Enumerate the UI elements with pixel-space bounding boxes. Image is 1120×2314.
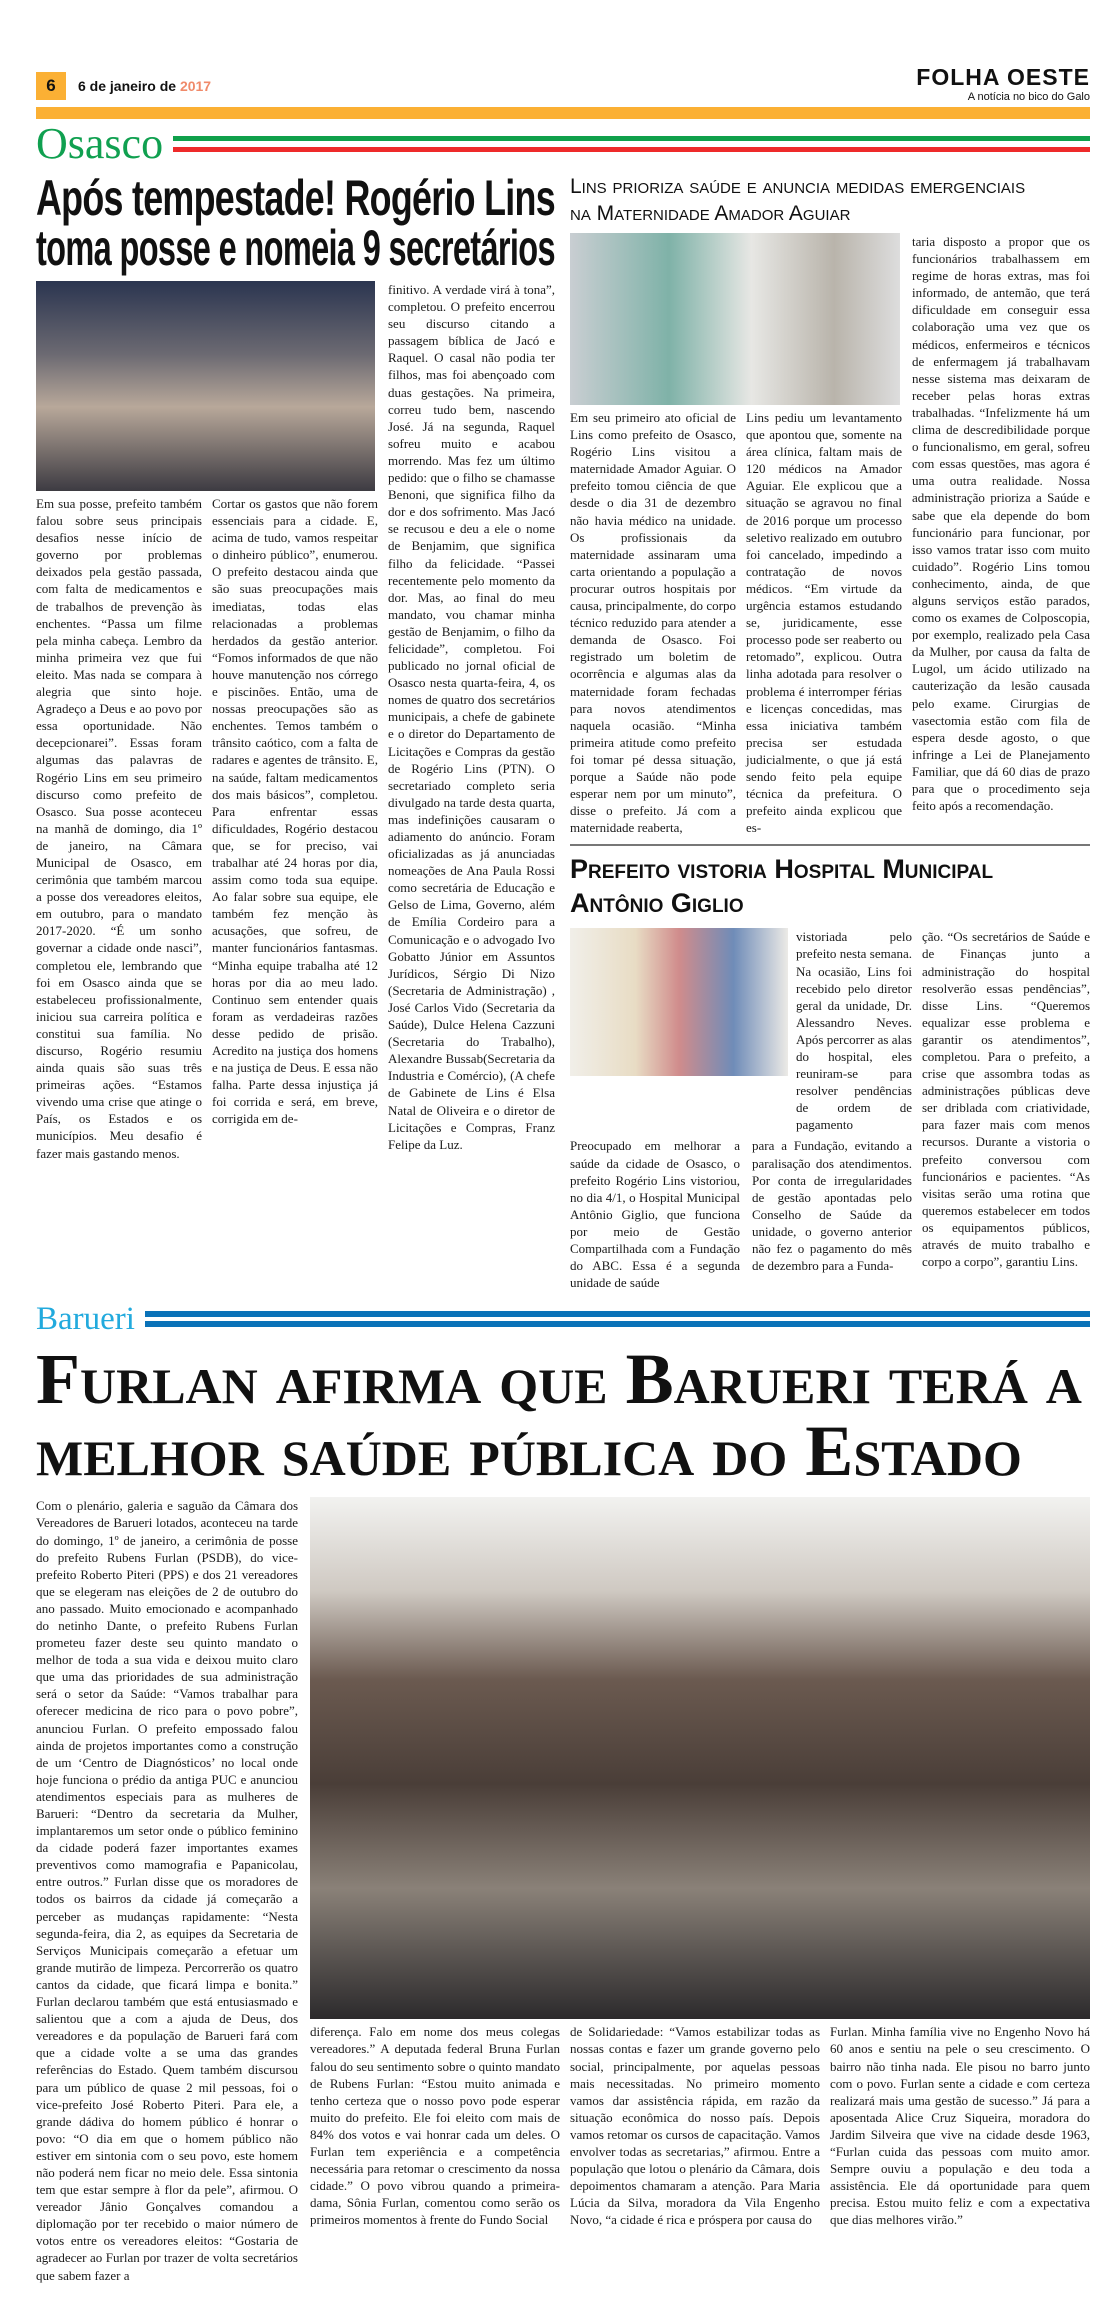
article-posse-col1: Em sua posse, prefeito também falou sobre seus principais desafios nesse início de governo por problemas deixados pela gestão passada, com falta de medicamentos e de trabalhos de prevenção às enchentes. “Passa um filme pela minha cabeça. Lembro da minha primeira vez que fui eleito. Mas nada se compara à alegria que sinto hoje. Agradeço a Deus e ao povo por essa oportunidade. Não decepcionarei”. Essas foram algumas das palavras de Rogério Lins em seu primeiro discurso como prefeito de Osasco. Sua posse aconteceu na manhã de domingo, dia 1º de janeiro, na Câmara Municipal de Osasco, em cerimônia que também marcou a posse dos vereadores eleitos, em outubro, para o mandato 2017-2020. “É um sonho governar a cidade onde nasci”, completou ele, lembrando que foi em Osasco ainda que se estabeleceu profissionalmente, iniciou sua carreira política e constitui sua família. No discurso, Rogério resumiu ainda quais são suas três primeiras ações. “Estamos vivendo uma crise que atinge o País, os Estados e os municípios. Meu desafio é fazer mais gastando menos. [36, 496, 202, 1161]
photo-posse-ceremony [36, 281, 375, 491]
article-posse-col3: finitivo. A verdade virá à tona”, completou. O prefeito encerrou seu discurso citando a passagem bíblica de Jacó e Raquel. O casal não podia ter filhos, mas foi abençoado com duas gestações. Na primeira, correu tudo bem, nascendo José. Já na segunda, Raquel sofreu muito e acabou morrendo. Mas fez um último pedido: que o filho se chamasse Benoni, que significa filho da dor e dos sofrimento. Mas Jacó se recusou e deu a ele o nome de Benjamim, que significa filho da felicidade. “Passei recentemente pelo momento da dor. Mas, ao final do meu mandato, vou chamar minha gestão de Benjamim, o filho da felicidade”, completou. Foi publicado no jornal oficial de Osasco nesta quarta-feira, 4, os nomes de quatro dos secretários municipais, a chefe de gabinete e o diretor do Departamento de Licitações e Compras da gestão de Rogério Lins (PTN). O secretariado completo seria divulgado na tarde desta quarta, mas indefinições causaram o adiamento do anúncio. Foram oficializadas as já anunciadas nomeações de Ana Paula Rossi como secretária de Educação e Gelso de Lima, Governo, além de Emília Cordeiro para a Comunicação e o advogado Ivo Gobatto Júnior em Assuntos Jurídicos, Sérgio Di Nizo (Secretaria de Administração) , José Carlos Vido (Secretaria da Saúde), Dulce Helena Cazzuni (Secretaria do Trabalho), Alexandre Bussab(Secretaria da Industria e Comércio), (A chefe de Gabinete de Lins é Elsa Natal de Oliveira e o diretor de Licitações e Compras, Franz Felipe da Luz. [388, 282, 555, 1152]
headline-line: toma posse e nomeia 9 secretários [36, 220, 555, 276]
headline-line: Prefeito vistoria Hospital Municipal [570, 854, 994, 885]
article-posse-left [36, 281, 378, 1162]
article-posse-col2: Cortar os gastos que não forem essenciais para a cidade. E, acima de tudo, vamos respeitar o dinheiro público”, enumerou. O prefeito destacou ainda que são suas preocupações mais imediatas, todas elas relacionadas a problemas herdados da gestão anterior. “Fomos informados de que não houve manutenção nos córrego e piscinões. Então, uma de nossas preocupações são as enchentes. Temos também o trânsito caótico, com a falta de radares e agentes de trânsito. E, na saúde, faltam medicamentos dos mais básicos”, completou. Para enfrentar essas dificuldades, Rogério destacou que, se for preciso, vai trabalhar até 24 horas por dia, assim como toda sua equipe. Ao falar sobre sua equipe, ele também fez menção às acusações, que sofreu, de manter funcionários fantasmas. “Minha equipe trabalha até 12 horas por dia ao meu lado. Continuo sem entender quais foram as verdadeiras razões desse pedido de prisão. Acredito na justiça dos homens e na justiça de Deus. E essa não falha. Parte dessa injustiça já foi corrida e será, em breve, corrigida em de- [212, 496, 378, 1127]
newspaper-page [36, 0, 1090, 2314]
newspaper-logo: FOLHA OESTE [916, 64, 1090, 90]
photo-maternidade-visit [570, 233, 900, 405]
article-furlan-col3: de Solidariedade: “Vamos estabilizar todas as nossas contas e fazer um grande governo pelo social, principalmente, por aquelas pessoas mais necessitadas. No primeiro momento vamos dar assistência rápida, em razão da situação econômica do nosso país. Depois vamos retomar os cursos de capacitação. Vamos envolver todas as secretarias,” afirmou. Entre a população que lotou o plenário da Câmara, dois depoimentos chamaram a atenção. Para Maria Lúcia da Silva, moradora da Vila Engenho Novo, “a cidade é rica e próspera por causa do [570, 2024, 820, 2228]
headline-line: Após tempestade! Rogério Lins [36, 170, 555, 226]
article-hospital-body [570, 928, 1090, 1291]
section-label-barueri: Barueri [36, 1301, 135, 1338]
osasco-articles [36, 170, 1090, 1291]
headline-line: Antônio Giglio [570, 888, 744, 919]
date-year: 2017 [179, 78, 212, 94]
article-lins-col3: taria disposto a propor que os funcionários trabalhassem em regime de horas extras, mas foi informado, de antemão, que terá dificuldade em conseguir essa colaboração uma vez que os médicos, enfermeiros e técnicos de enfermagem já trabalhavam nesse sistema mas deixaram de receber pelas horas extras trabalhadas. “Infelizmente há um clima de descredibilidade porque o funcionalismo, em geral, sofreu com essas questões, mas agora é uma outra realidade. Nossa administração prioriza a Saúde e sabe que ela depende do bom funcionário para funcionar, por isso vamos tratar isso com muito cuidado”. Rogério Lins tomou conhecimento, ainda, de que alguns serviços estão parados, como os exames de Colposcopia, por exemplo, realizado pela Casa da Mulher, por causa da falta de Lugol, um ácido utilizado na cauterização da lesão causada pelo exame. Cirurgias de vasectomia estão com fila de espera desde agosto, o que infringe a Lei de Planejamento Familiar, que dá 60 dias de prazo para que o procedimento seja feito após a recomendação. [912, 234, 1090, 814]
article-hospital-col2-bottom: para a Fundação, evitando a paralisação dos atendimentos. Por conta de irregularidades de gestão apontadas pelo Conselho de Saúde da unidade, o governo anterior não fez o pagamento do mês de dezembro para a Funda- [752, 1138, 912, 1274]
article-furlan-col1: Com o plenário, galeria e saguão da Câmara dos Vereadores de Barueri lotados, aconteceu na tarde do domingo, 1º de janeiro, a cerimônia de posse do prefeito Rubens Furlan (PSDB), do vice-prefeito Roberto Piteri (PPS) e dos 21 vereadores que se elegeram nas eleições de 2 de outubro do ano passado. Muito emocionado e acompanhado do netinho Dante, o prefeito Rubens Furlan prometeu fazer deste seu quinto mandato o melhor de toda a sua vida e deixou muito claro que uma das prioridades de sua administração será o setor da Saúde: “Vamos trabalhar para oferecer medicina de rico para o povo pobre”, anunciou Furlan. O prefeito empossado falou ainda de projetos importantes como a construção de um ‘Centro de Diagnósticos’ no local onde hoje funciona o prédio da antiga PUC e anunciou atendimentos especiais para as mulheres de Barueri: “Dentro da secretaria da Mulher, implantaremos um setor onde o público feminino da cidade poderá fazer importantes exames preventivos como mamografia e Papanicolau, entre outros.” Furlan disse que os moradores de todos os bairros da cidade já começarão a perceber as mudanças rapidamente: “Nesta segunda-feira, dia 2, as equipes da Secretaria de Serviços Municipais começarão a efetuar um grande mutirão de limpeza. Percorrerão os quatro cantos da cidade, que ficará limpa e bonita.” Furlan declarou também que está entusiasmado e salientou que a com a ajuda de Deus, dos vereadores e da população de Barueri fará com que a cidade volte a se uma das grandes referências do Estado. Quem também discursou para um público de quase 2 mil pessoas, foi o vice-prefeito José Roberto Piteri. Para ele, a grande dádiva do homem público é honrar o povo: “O dia em que o homem público não estiver em sintonia com o seu povo, este homem não poderá nem ficar no meio dele. Essa sintonia tem que estar sempre à flor da pele”, afirmou. O vereador Jânio Gonçalves comandou a diplomação por ter recebido o maior número de votos entre os vereadores eleitos: “Gostaria de agradecer ao Furlan por trazer de volta secretários que sabem fazer a [36, 1498, 298, 2283]
article-hospital-top [570, 928, 912, 1133]
article-divider [570, 844, 1090, 846]
article-hospital-col1: Preocupado em melhorar a saúde da cidade de Osasco, o prefeito Rogério Lins vistoriou, no dia 4/1, o Hospital Municipal Antônio Giglio, que funciona por meio de Gestão Compartilhada com a Fundação do ABC. Essa é a segunda unidade de saúde [570, 1138, 740, 1291]
headline-hospital-visit [570, 852, 1090, 920]
article-furlan-right [310, 1497, 1090, 2228]
article-posse [36, 170, 555, 1162]
page-header [36, 64, 1090, 104]
headline-furlan [36, 1339, 1090, 1492]
date-prefix: 6 de janeiro de [78, 78, 177, 94]
article-lins-body [570, 233, 1090, 836]
section-header-barueri [36, 1299, 1090, 1339]
article-hospital-left [570, 928, 912, 1291]
headline-line: na Maternidade Amador Aguiar [570, 202, 851, 225]
headline-lins-maternidade [570, 173, 1090, 227]
photo-hospital-visit [570, 928, 788, 1076]
section-rule-blue [145, 1311, 1090, 1317]
photo-camara-barueri [310, 1497, 1090, 2019]
headline-line: melhor saúde pública do Estado [36, 1411, 1022, 1492]
issue-date [78, 78, 211, 94]
section-rule-red [173, 147, 1090, 152]
section-header-osasco [36, 119, 1090, 169]
article-lins-columns [570, 409, 902, 836]
newspaper-tagline: A notícia no bico do Galo [967, 91, 1090, 103]
page-number: 6 [36, 72, 66, 100]
article-furlan-col2: diferença. Falo em nome dos meus colegas vereadores.” A deputada federal Bruna Furlan falou do seu sentimento sobre o quinto mandato de Rubens Furlan: “Estou muito animada e tenho certeza que o nosso povo pode esperar muito do prefeito. Ele foi eleito com mais de 84% dos votos e vai honrar cada um deles. O Furlan tem experiência e a competência necessária para retomar o crescimento da nossa cidade.” O povo vibrou quando a primeira-dama, Sônia Furlan, comentou como serão os primeiros momentos à frente do Fundo Social [310, 2024, 560, 2228]
article-posse-columns [36, 495, 378, 1162]
article-lins-col1: Em seu primeiro ato oficial de Lins como prefeito de Osasco, Rogério Lins visitou a maternidade Amador Aguiar. O prefeito tomou ciência de que desde o dia 31 de dezembro não havia médico na unidade. Os profissionais da maternidade assinaram uma carta orientando a população a procurar outros hospitais por causa, principalmente, do corpo técnico reduzido para atender a demanda de Osasco. Foi registrado um boletim de ocorrência e algumas alas da maternidade foram fechadas para novos atendimentos naquela ocasião. “Minha primeira atitude como prefeito foi tomar pé dessa situação, porque a Saúde não pode esperar nem por um minuto”, disse o prefeito. Já com a maternidade reaberta, [570, 410, 736, 836]
header-divider [36, 107, 1090, 119]
section-rule-green [173, 136, 1090, 141]
headline-line: Furlan afirma que Barueri terá a [36, 1339, 1082, 1420]
osasco-right-column [570, 173, 1090, 1291]
article-furlan-columns [310, 2023, 1090, 2228]
headline-posse [36, 170, 555, 276]
section-rule-blue [145, 1321, 1090, 1327]
section-rules [173, 136, 1090, 152]
article-posse-body [36, 281, 555, 1162]
article-lins-left [570, 233, 902, 836]
article-furlan-col4: Furlan. Minha família vive no Engenho Novo há 60 anos e sentiu na pele o seu crescimento. O bairro não tinha nada. Ele pisou no barro junto com o povo. Furlan sente a cidade e com certeza realizará mais uma gestão de sucesso.” Já para a aposentada Alice Cruz Siqueira, moradora do Jardim Silveira que vive na cidade desde 1963, “Furlan cuida das pessoas com muito amor. Sempre ouviu a população e deu toda a assistência. Ele dá oportunidade para quem precisa. Estou muito feliz e com a expectativa que dias melhores virão.” [830, 2024, 1090, 2228]
page-header-left [36, 72, 211, 100]
article-lins-col2: Lins pediu um levantamento que apontou que, somente na área clínica, faltam mais de 120 médicos na Amador Aguiar. Ele explicou que a situação se agravou no final de 2016 porque um processo seletivo realizado em outubro foi cancelado, impedindo a contratação de novos médicos. “Em virtude da urgência estamos estudando se, juridicamente, esse processo pode ser reaberto ou retomado”, explicou. Outra linha adotada para resolver o problema é interromper férias e licenças concedidas, mas essa iniciativa também precisa ser estudada judicialmente, o que já está sendo feito pela equipe técnica da prefeitura. O prefeito ainda explicou que es- [746, 410, 902, 836]
page-header-right [916, 64, 1090, 104]
article-furlan-body [36, 1497, 1090, 2283]
headline-line: Lins prioriza saúde e anuncia medidas emergenciais [570, 175, 1026, 198]
article-hospital-columns [570, 1137, 912, 1291]
article-hospital-col3: ção. “Os secretários de Saúde e de Finanças junto a administração do hospital resolverão essas pendências”, disse Lins. “Queremos equalizar esse problema e garantir os atendimentos”, completou. Para o prefeito, a crise que assombra todas as administrações públicas deve ser driblada com criatividade, para fazer mais com menos recursos. Durante a vistoria o prefeito conversou com funcionários e pacientes. “As visitas serão uma rotina que queremos estabelecer em todos os equipamentos públicos, através de muito trabalho e corpo a corpo”, garantiu Lins. [922, 929, 1090, 1270]
section-rules [145, 1311, 1090, 1327]
section-label-osasco: Osasco [36, 119, 164, 168]
article-hospital-col2-top: vistoriada pelo prefeito nesta semana. Na ocasião, Lins foi recebido pelo diretor geral da unidade, Dr. Alessandro Neves. Após percorrer as alas do hospital, eles reuniram-se para resolver pendências de ordem de pagamento [796, 929, 912, 1133]
